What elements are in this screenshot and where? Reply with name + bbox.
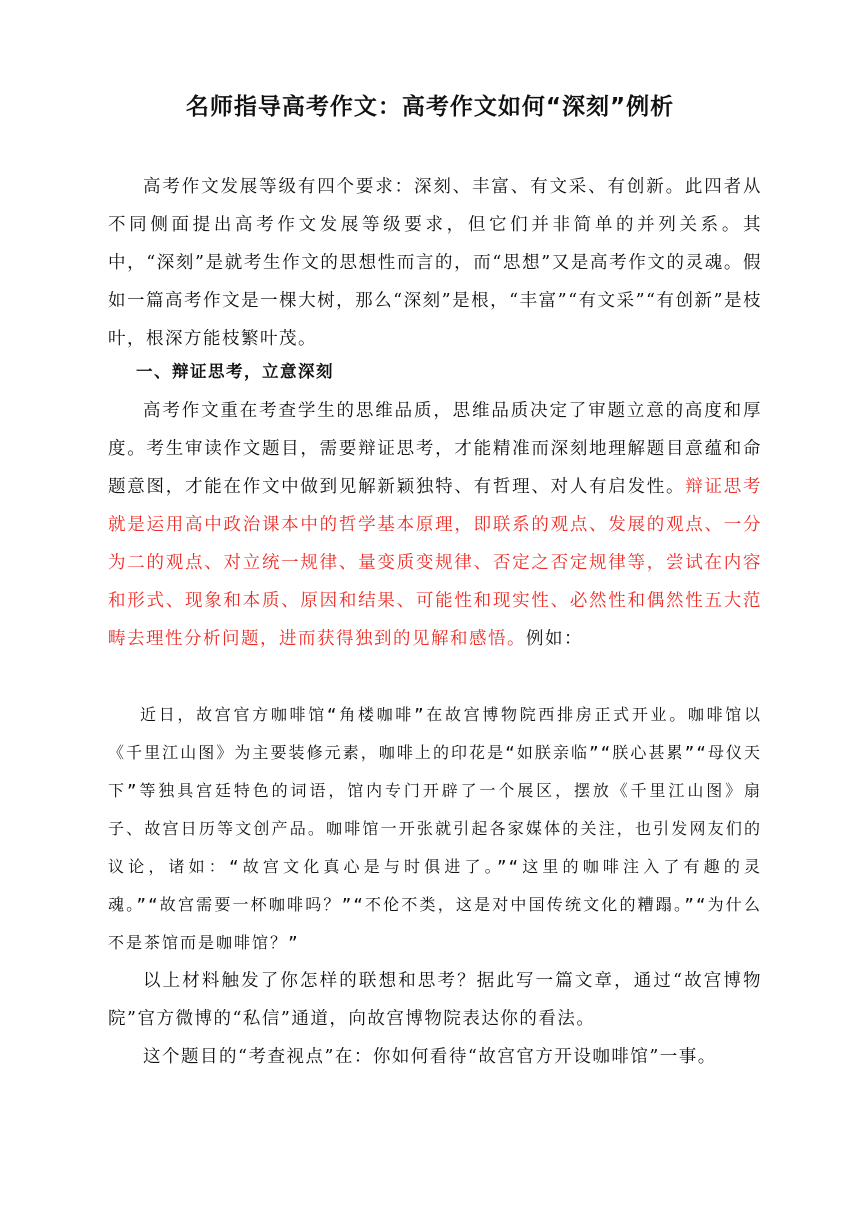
analysis-paragraph: 这个题目的“考查视点”在：你如何看待“故宫官方开设咖啡馆”一事。 (143, 1047, 717, 1067)
highlighted-text: 辩证思考就是运用高中政治课本中的哲学基本原理，即联系的观点、发展的观点、一分为二的观点、对立统一规律、量变质变规律、否定之否定规律等，尝试在内容和形式、现象和本质、原因和结果、可能性和现实性、必然性和偶然性五大范畴去理性分析问题，进而获得独到的见解和感悟。 (108, 477, 763, 649)
example-lead: 例如： (526, 629, 583, 649)
intro-paragraph: 高考作文发展等级有四个要求：深刻、丰富、有文采、有创新。此四者从不同侧面提出高考作文发展等级要求，但它们并非简单的并列关系。其中，“深刻”是就考生作文的思想性而言的，而“思想”又是高考作文的灵魂。假如一篇高考作文是一棵大树，那么“深刻”是根，“丰富”“有文采”“有创新”是枝叶，根深方能枝繁叶茂。 (108, 177, 762, 349)
section-paragraph (108, 392, 762, 658)
section-heading: 一、辩证思考，立意深刻 (136, 362, 334, 381)
writing-prompt: 以上材料触发了你怎样的联想和思考？据此写一篇文章，通过“故宫博物院”官方微博的“私信”通道，向故宫博物院表达你的看法。 (108, 971, 762, 1029)
example-material: 近日，故宫官方咖啡馆“角楼咖啡”在故宫博物院西排房正式开业。咖啡馆以《千里江山图》为主要装修元素，咖啡上的印花是“如朕亲临”“朕心甚累”“母仪天下”等独具宫廷特色的词语，馆内专门开辟了一个展区，摆放《千里江山图》扇子、故宫日历等文创产品。咖啡馆一开张就引起各家媒体的关注，也引发网友们的议论，诸如：“故宫文化真心是与时俱进了。”“这里的咖啡注入了有趣的灵魂。”“故宫需要一杯咖啡吗？”“不伦不类，这是对中国传统文化的糟蹋。”“为什么不是茶馆而是咖啡馆？” (108, 705, 762, 952)
document-title: 名师指导高考作文：高考作文如何“深刻”例析 (185, 94, 675, 120)
paragraph-text: 高考作文重在考查学生的思维品质，思维品质决定了审题立意的高度和厚度。考生审读作文题目，需要辩证思考，才能精准而深刻地理解题目意蕴和命题意图，才能在作文中做到见解新颖独特、有哲理、对人有启发性。 (108, 401, 762, 497)
